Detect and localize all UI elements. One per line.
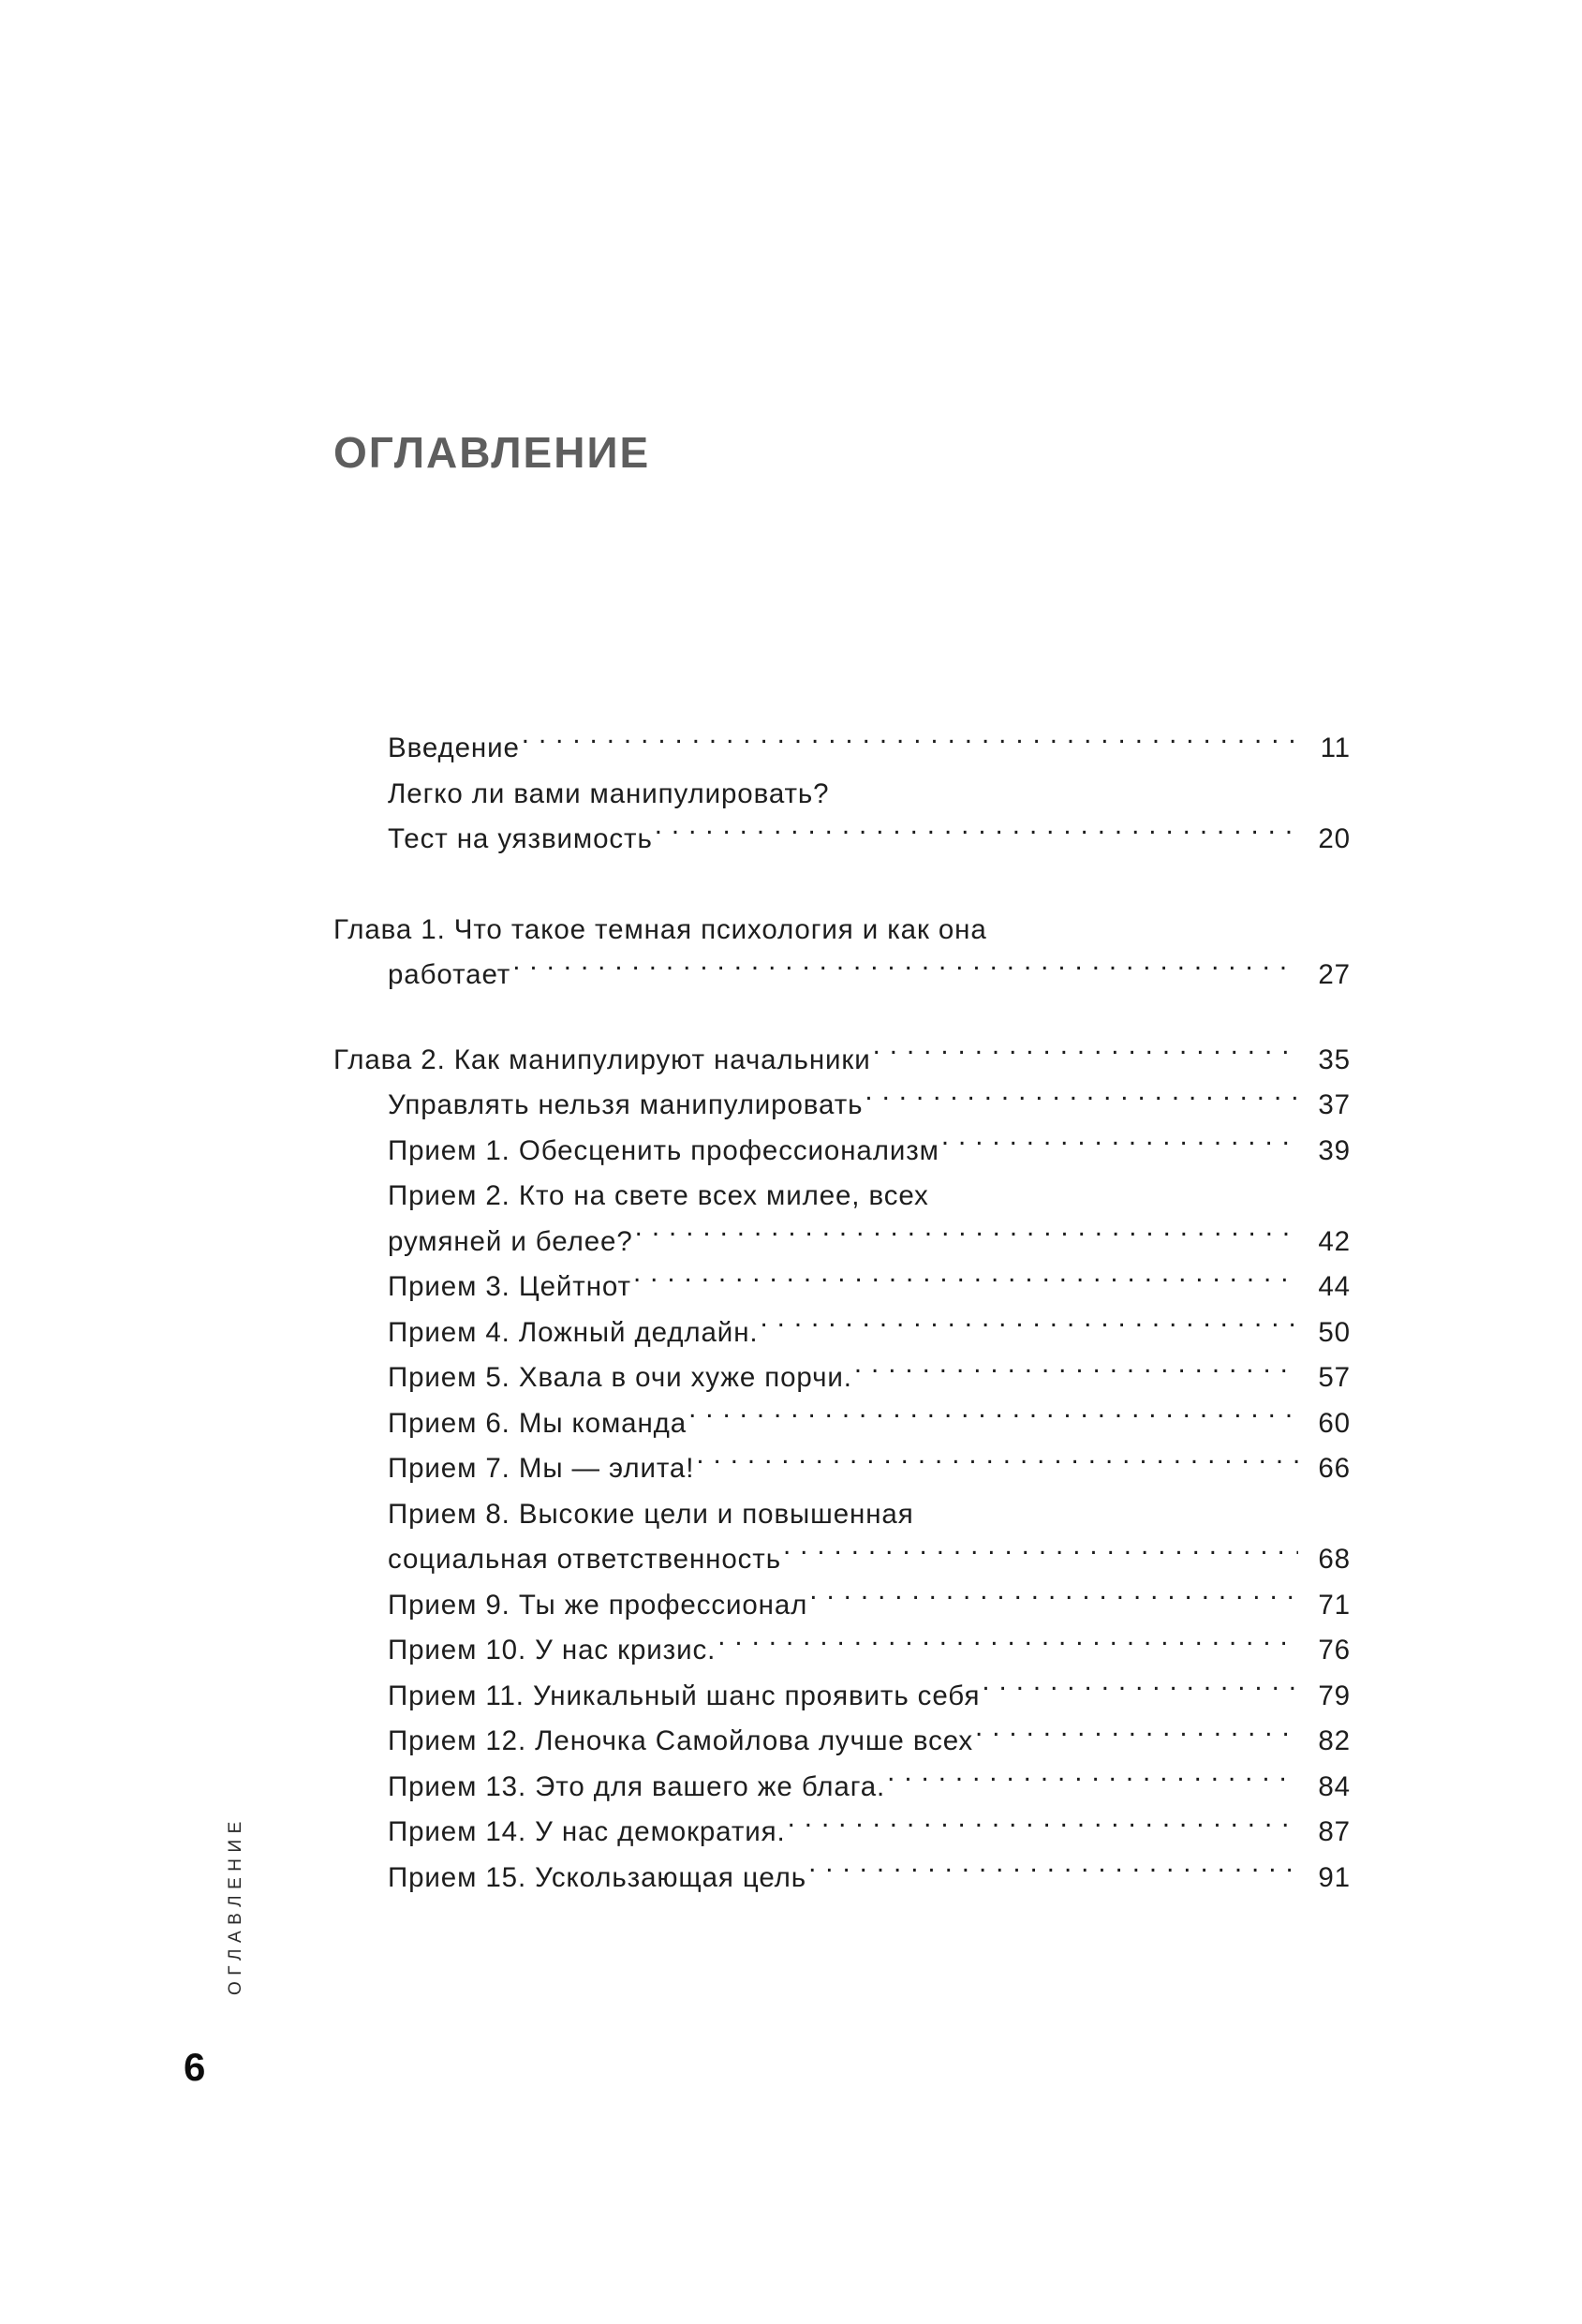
toc-entry[interactable] — [333, 1674, 1351, 1720]
toc-group-divider — [333, 863, 1351, 908]
toc-entry[interactable] — [333, 1401, 1351, 1447]
toc-entry-label: Прием 10. У нас кризис. — [388, 1635, 717, 1665]
toc-entry-label: Прием 4. Ложный дедлайн. — [388, 1316, 759, 1348]
toc-entry-page-number: 39 — [1318, 1134, 1351, 1166]
table-of-contents — [333, 726, 1351, 1901]
toc-dot-leader — [982, 1677, 1298, 1705]
toc-entry-label: Прием 7. Мы — элита! — [388, 1453, 695, 1484]
toc-entry[interactable] — [333, 1129, 1351, 1175]
toc-entry[interactable] — [333, 1628, 1351, 1674]
toc-dot-leader — [696, 1450, 1298, 1478]
toc-entry-page-number: 27 — [1318, 959, 1351, 990]
toc-dot-leader — [688, 1404, 1298, 1432]
toc-entry-label: румяней и белее? — [388, 1225, 633, 1257]
toc-entry[interactable] — [333, 1537, 1351, 1583]
toc-entry[interactable] — [333, 1492, 1351, 1538]
toc-group-front-matter — [333, 726, 1351, 863]
toc-entry[interactable] — [333, 1310, 1351, 1356]
toc-entry[interactable] — [333, 1355, 1351, 1401]
toc-entry-label: Прием 13. Это для вашего же блага. — [388, 1770, 886, 1802]
toc-entry-label: Прием 14. У нас демократия. — [388, 1816, 786, 1847]
toc-dot-leader — [788, 1813, 1298, 1842]
toc-entry-label: Прием 1. Обесценить профессионализм — [388, 1134, 939, 1166]
toc-entry-label: Прием 5. Хвала в очи хуже порчи. — [388, 1362, 852, 1393]
toc-entry-page-number: 82 — [1318, 1725, 1351, 1756]
toc-entry[interactable] — [333, 1083, 1351, 1129]
toc-entry[interactable] — [333, 1765, 1351, 1811]
toc-dot-leader — [873, 1041, 1298, 1069]
toc-dot-leader — [916, 1495, 1298, 1523]
toc-entry-page-number: 50 — [1318, 1316, 1351, 1348]
toc-entry[interactable] — [333, 908, 1351, 954]
toc-entry-page-number: 76 — [1318, 1635, 1351, 1665]
toc-entry[interactable] — [333, 1446, 1351, 1492]
toc-entry[interactable] — [333, 953, 1351, 999]
toc-dot-leader — [717, 1632, 1298, 1660]
toc-entry-label: Прием 15. Ускользающая цель — [388, 1861, 807, 1893]
toc-entry[interactable] — [333, 817, 1351, 863]
toc-dot-leader — [655, 821, 1298, 849]
toc-dot-leader — [633, 1268, 1298, 1296]
toc-dot-leader — [941, 1132, 1298, 1160]
toc-entry-page-number: 42 — [1318, 1225, 1351, 1257]
toc-entry-page-number: 68 — [1318, 1544, 1351, 1575]
page-title: ОГЛАВЛЕНИЕ — [333, 428, 651, 477]
toc-entry-page-number: 20 — [1318, 823, 1351, 854]
toc-entry-page-number: 44 — [1318, 1271, 1351, 1302]
toc-entry-page-number: 87 — [1318, 1816, 1351, 1847]
toc-dot-leader — [931, 1177, 1298, 1206]
toc-entry-label: Прием 8. Высокие цели и повышенная — [388, 1498, 914, 1530]
toc-entry[interactable] — [333, 1174, 1351, 1220]
toc-entry[interactable] — [333, 1265, 1351, 1310]
toc-entry[interactable] — [333, 726, 1351, 772]
toc-entry-label: Тест на уязвимость — [388, 823, 653, 854]
toc-entry-label: работает — [388, 959, 511, 990]
toc-entry-page-number: 91 — [1318, 1861, 1351, 1893]
toc-entry-label: Прием 6. Мы команда — [388, 1407, 688, 1439]
toc-dot-leader — [989, 910, 1298, 939]
toc-entry-page-number: 57 — [1318, 1362, 1351, 1393]
toc-dot-leader — [512, 956, 1298, 984]
toc-dot-leader — [760, 1313, 1298, 1341]
toc-entry-label: Прием 11. Уникальный шанс проявить себя — [388, 1680, 981, 1711]
toc-entry[interactable] — [333, 1719, 1351, 1765]
toc-dot-leader — [635, 1222, 1298, 1251]
toc-dot-leader — [854, 1359, 1298, 1387]
toc-entry[interactable] — [333, 1810, 1351, 1856]
toc-entry-page-number: 37 — [1318, 1089, 1351, 1120]
toc-entry-page-number: 71 — [1318, 1589, 1351, 1621]
toc-dot-leader — [831, 775, 1298, 803]
toc-dot-leader — [865, 1087, 1298, 1115]
toc-dot-leader — [975, 1723, 1298, 1751]
toc-entry-label: Прием 3. Цейтнот — [388, 1271, 631, 1302]
toc-entry-page-number: 35 — [1318, 1044, 1351, 1075]
toc-dot-leader — [809, 1586, 1298, 1614]
toc-group-chapter-2 — [333, 1038, 1351, 1902]
toc-entry[interactable] — [333, 1220, 1351, 1266]
toc-entry-page-number: 66 — [1318, 1453, 1351, 1484]
page-number-folio: 6 — [184, 2045, 206, 2089]
toc-entry-page-number: 60 — [1318, 1407, 1351, 1439]
toc-entry[interactable] — [333, 1038, 1351, 1084]
toc-entry-label: Управлять нельзя манипулировать — [388, 1089, 864, 1120]
toc-group-chapter-1 — [333, 908, 1351, 999]
toc-entry-label: Прием 12. Леночка Самойлова лучше всех — [388, 1725, 974, 1756]
toc-entry-label: Введение — [388, 733, 520, 763]
toc-dot-leader — [783, 1541, 1298, 1569]
toc-entry-label: Глава 1. Что такое темная психология и как она — [333, 913, 987, 945]
toc-dot-leader — [808, 1858, 1298, 1887]
toc-dot-leader — [522, 730, 1298, 758]
toc-entry-label: Легко ли вами манипулировать? — [388, 777, 830, 809]
toc-entry-label: Прием 2. Кто на свете всех милее, всех — [388, 1180, 929, 1211]
toc-entry[interactable] — [333, 1583, 1351, 1629]
toc-entry[interactable] — [333, 772, 1351, 818]
running-head: ОГЛАВЛЕНИЕ — [226, 1815, 245, 1995]
toc-entry-page-number: 11 — [1320, 733, 1351, 763]
toc-group-divider — [333, 999, 1351, 1038]
toc-entry-page-number: 84 — [1318, 1770, 1351, 1802]
toc-entry-label: социальная ответственность — [388, 1544, 781, 1575]
toc-entry-page-number: 79 — [1318, 1680, 1351, 1711]
toc-entry-label: Прием 9. Ты же профессионал — [388, 1589, 808, 1621]
toc-entry-label: Глава 2. Как манипулируют начальники — [333, 1044, 871, 1075]
toc-dot-leader — [887, 1768, 1298, 1796]
toc-entry[interactable] — [333, 1856, 1351, 1902]
